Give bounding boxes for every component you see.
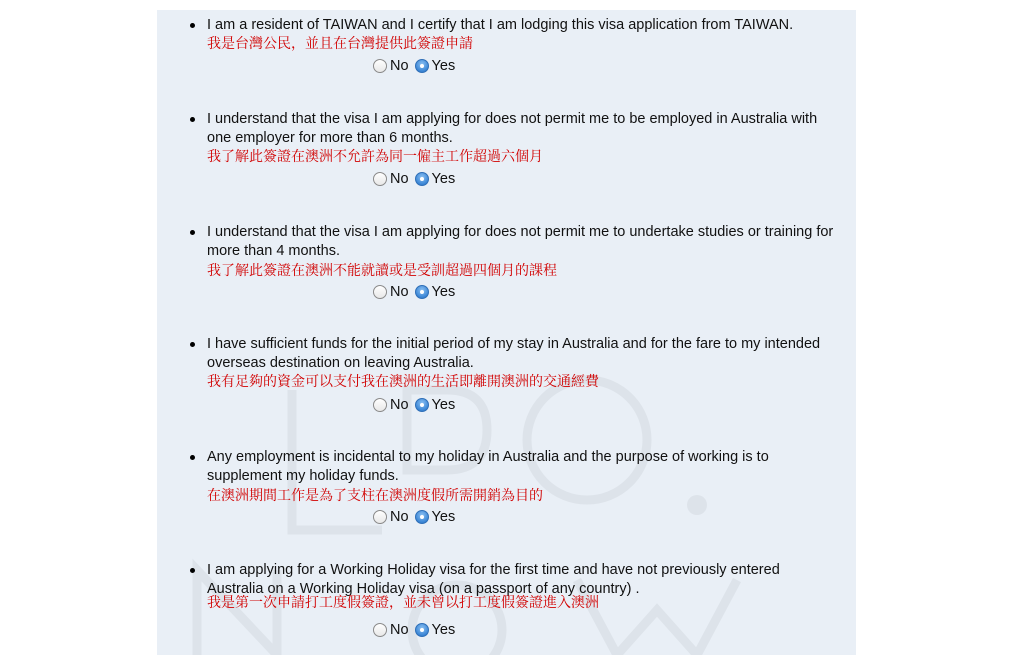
radio-no-label: No bbox=[390, 58, 409, 74]
declaration-chinese-text: 我有足夠的資金可以支付我在澳洲的生活即離開澳洲的交通經費 bbox=[207, 374, 599, 390]
radio-no-label: No bbox=[390, 509, 409, 525]
radio-yes-label: Yes bbox=[431, 284, 456, 300]
declaration-english-text: I am applying for a Working Holiday visa for the first time and have not previously entered Australia on a Working Holiday visa (on a passport of any country) . bbox=[207, 562, 780, 597]
radio-no-label: No bbox=[390, 171, 409, 187]
declaration-english-text: I understand that the visa I am applying for does not permit me to undertake studies or training for more than 4 months. bbox=[207, 224, 834, 259]
declaration-chinese-text: 在澳洲期間工作是為了支柱在澳洲度假所需開銷為目的 bbox=[207, 488, 543, 504]
radio-yes-label: Yes bbox=[431, 509, 456, 525]
bullet-icon bbox=[190, 342, 195, 347]
yes-no-radio-group bbox=[373, 170, 461, 188]
declaration-chinese-text: 我是第一次申請打工度假簽證，並未曾以打工度假簽證進入澳洲 bbox=[207, 595, 599, 611]
watermark-logo bbox=[157, 10, 856, 655]
declaration-english-text: Any employment is incidental to my holiday in Australia and the purpose of working is to supplement my holiday funds. bbox=[207, 449, 769, 484]
radio-no[interactable] bbox=[373, 285, 387, 299]
radio-no[interactable] bbox=[373, 510, 387, 524]
yes-no-radio-group bbox=[373, 621, 461, 639]
declaration-chinese-text: 我了解此簽證在澳洲不能就讀或是受訓超過四個月的課程 bbox=[207, 263, 557, 279]
radio-yes-label: Yes bbox=[431, 58, 456, 74]
radio-no-label: No bbox=[390, 622, 409, 638]
radio-yes[interactable] bbox=[415, 623, 429, 637]
radio-yes-label: Yes bbox=[431, 622, 456, 638]
yes-no-radio-group bbox=[373, 508, 461, 526]
declaration-panel bbox=[157, 10, 856, 655]
radio-no[interactable] bbox=[373, 623, 387, 637]
declaration-chinese-text: 我是台灣公民，並且在台灣提供此簽證申請 bbox=[207, 36, 473, 52]
radio-yes[interactable] bbox=[415, 398, 429, 412]
bullet-icon bbox=[190, 230, 195, 235]
radio-yes-label: Yes bbox=[431, 397, 456, 413]
radio-no-label: No bbox=[390, 397, 409, 413]
radio-yes[interactable] bbox=[415, 59, 429, 73]
declaration-english-text: I am a resident of TAIWAN and I certify that I am lodging this visa application from TAIWAN. bbox=[207, 17, 794, 33]
yes-no-radio-group bbox=[373, 283, 461, 301]
yes-no-radio-group bbox=[373, 396, 461, 414]
radio-yes[interactable] bbox=[415, 510, 429, 524]
radio-yes[interactable] bbox=[415, 172, 429, 186]
radio-no[interactable] bbox=[373, 398, 387, 412]
radio-yes[interactable] bbox=[415, 285, 429, 299]
bullet-icon bbox=[190, 117, 195, 122]
yes-no-radio-group bbox=[373, 57, 461, 75]
bullet-icon bbox=[190, 455, 195, 460]
bullet-icon bbox=[190, 568, 195, 573]
radio-no[interactable] bbox=[373, 172, 387, 186]
bullet-icon bbox=[190, 23, 195, 28]
radio-no[interactable] bbox=[373, 59, 387, 73]
declaration-english-text: I understand that the visa I am applying for does not permit me to be employed in Australia with one employer for more than 6 months. bbox=[207, 111, 818, 146]
radio-yes-label: Yes bbox=[431, 171, 456, 187]
declaration-english-text: I have sufficient funds for the initial period of my stay in Australia and for the fare to my intended overseas destination on leaving Australia. bbox=[207, 336, 821, 371]
declaration-chinese-text: 我了解此簽證在澳洲不允許為同一僱主工作超過六個月 bbox=[207, 149, 543, 165]
radio-no-label: No bbox=[390, 284, 409, 300]
